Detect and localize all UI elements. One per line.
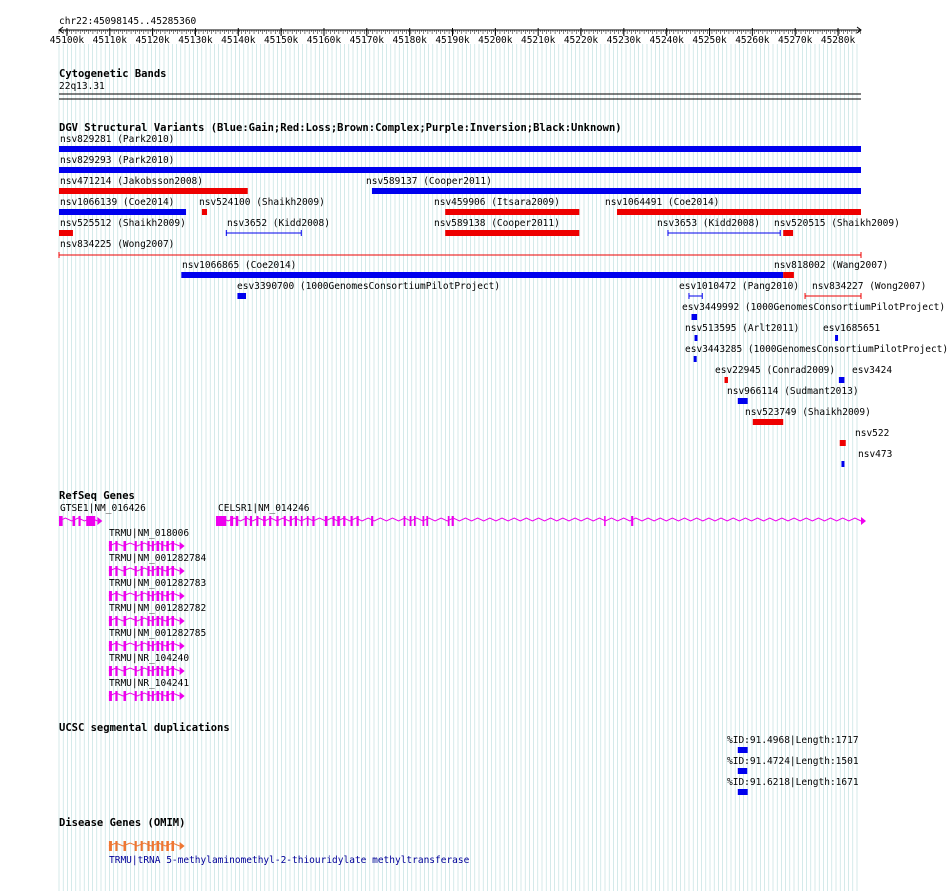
dgv-variant-label[interactable]: nsv523749 (Shaikh2009) xyxy=(745,407,871,418)
ruler-tick-label: 45210k xyxy=(520,35,556,46)
dgv-variant-label[interactable]: nsv829281 (Park2010) xyxy=(60,134,175,145)
dgv-variant-label[interactable]: esv3443285 (1000GenomesConsortiumPilotProject) xyxy=(685,344,948,355)
dgv-variant-label[interactable]: esv1685651 xyxy=(823,323,881,334)
refseq-gene-label[interactable]: TRMU|NR_104240 xyxy=(109,653,190,664)
ruler-tick-label: 45130k xyxy=(178,35,213,46)
dgv-variant-label[interactable]: nsv459906 (Itsara2009) xyxy=(434,197,560,208)
refseq-gene-label[interactable]: GTSE1|NM_016426 xyxy=(60,503,146,514)
ruler-tick-label: 45120k xyxy=(135,35,170,46)
segdup-label[interactable]: %ID:91.4968|Length:1717 xyxy=(727,735,859,746)
segdup-label[interactable]: %ID:91.4724|Length:1501 xyxy=(727,756,859,767)
ruler-tick-label: 45280k xyxy=(820,35,856,46)
ruler-tick-label: 45100k xyxy=(49,35,85,46)
dgv-track-title: DGV Structural Variants (Blue:Gain;Red:Loss;Brown:Complex;Purple:Inversion;Black:Unknown) xyxy=(59,122,622,134)
refseq-gene-label[interactable]: CELSR1|NM_014246 xyxy=(218,503,310,514)
refseq-gene-label[interactable]: TRMU|NM_001282785 xyxy=(109,628,207,639)
ruler-tick-label: 45270k xyxy=(778,35,813,46)
dgv-variant-label[interactable]: esv22945 (Conrad2009) xyxy=(715,365,836,376)
ruler-range-label: chr22:45098145..45285360 xyxy=(59,16,197,27)
refseq-gene-label[interactable]: TRMU|NM_018006 xyxy=(109,528,190,539)
dgv-variant-label[interactable]: nsv524100 (Shaikh2009) xyxy=(199,197,325,208)
dgv-variant-label[interactable]: nsv966114 (Sudmant2013) xyxy=(727,386,859,397)
dgv-variant-label[interactable]: nsv525512 (Shaikh2009) xyxy=(60,218,186,229)
dgv-variant-label[interactable]: esv1010472 (Pang2010) xyxy=(679,281,800,292)
ruler-tick-label: 45160k xyxy=(306,35,342,46)
refseq-gene-label[interactable]: TRMU|NM_001282783 xyxy=(109,578,207,589)
dgv-variant-label[interactable]: esv3390700 (1000GenomesConsortiumPilotProject) xyxy=(237,281,501,292)
omim-gene-label[interactable]: TRMU|tRNA 5-methylaminomethyl-2-thiouridylate methyltransferase xyxy=(109,855,470,866)
dgv-variant-label[interactable]: nsv834225 (Wong2007) xyxy=(60,239,175,250)
ruler-tick-label: 45220k xyxy=(563,35,599,46)
omim-track-title: Disease Genes (OMIM) xyxy=(59,817,186,829)
ruler-tick-label: 45200k xyxy=(478,35,513,46)
ruler-tick-label: 45260k xyxy=(735,35,770,46)
ruler-tick-label: 45180k xyxy=(392,35,427,46)
dgv-variant-label[interactable]: nsv1066865 (Coe2014) xyxy=(182,260,297,271)
dgv-variant-label[interactable]: nsv3652 (Kidd2008) xyxy=(227,218,330,229)
ruler-tick-label: 45230k xyxy=(606,35,642,46)
refseq-gene-label[interactable]: TRMU|NR_104241 xyxy=(109,678,190,689)
dgv-variant-label[interactable]: esv3424 xyxy=(852,365,893,376)
ruler-tick-label: 45140k xyxy=(221,35,256,46)
refseq-track-title: RefSeq Genes xyxy=(59,490,135,502)
cytoband-track-title: Cytogenetic Bands xyxy=(59,68,167,80)
dgv-variant-label[interactable]: nsv473 xyxy=(858,449,893,460)
dgv-variant-label[interactable]: nsv471214 (Jakobsson2008) xyxy=(60,176,203,187)
dgv-variant-label[interactable]: nsv1066139 (Coe2014) xyxy=(60,197,175,208)
ruler-tick-label: 45110k xyxy=(92,35,127,46)
dgv-variant-label[interactable]: nsv818002 (Wang2007) xyxy=(774,260,889,271)
dgv-variant-label[interactable]: nsv1064491 (Coe2014) xyxy=(605,197,720,208)
dgv-variant-label[interactable]: nsv589138 (Cooper2011) xyxy=(434,218,560,229)
dgv-variant-label[interactable]: nsv522 xyxy=(855,428,890,439)
dgv-variant-label[interactable]: nsv589137 (Cooper2011) xyxy=(366,176,492,187)
dgv-variant-label[interactable]: nsv834227 (Wong2007) xyxy=(812,281,927,292)
ruler-tick-label: 45240k xyxy=(649,35,684,46)
dgv-variant-label[interactable]: nsv513595 (Arlt2011) xyxy=(685,323,800,334)
segdup-label[interactable]: %ID:91.6218|Length:1671 xyxy=(727,777,859,788)
ruler-tick-label: 45190k xyxy=(435,35,470,46)
refseq-gene-label[interactable]: TRMU|NM_001282784 xyxy=(109,553,207,564)
refseq-gene-label[interactable]: TRMU|NM_001282782 xyxy=(109,603,207,614)
segdup-track-title: UCSC segmental duplications xyxy=(59,722,230,734)
dgv-variant-label[interactable]: nsv829293 (Park2010) xyxy=(60,155,175,166)
dgv-variant-label[interactable]: esv3449992 (1000GenomesConsortiumPilotProject) xyxy=(682,302,946,313)
dgv-variant-label[interactable]: nsv3653 (Kidd2008) xyxy=(657,218,760,229)
ruler-tick-label: 45170k xyxy=(349,35,384,46)
cytoband-label[interactable]: 22q13.31 xyxy=(59,81,105,92)
dgv-variant-label[interactable]: nsv520515 (Shaikh2009) xyxy=(774,218,900,229)
ruler-tick-label: 45250k xyxy=(692,35,727,46)
ruler-tick-label: 45150k xyxy=(263,35,299,46)
